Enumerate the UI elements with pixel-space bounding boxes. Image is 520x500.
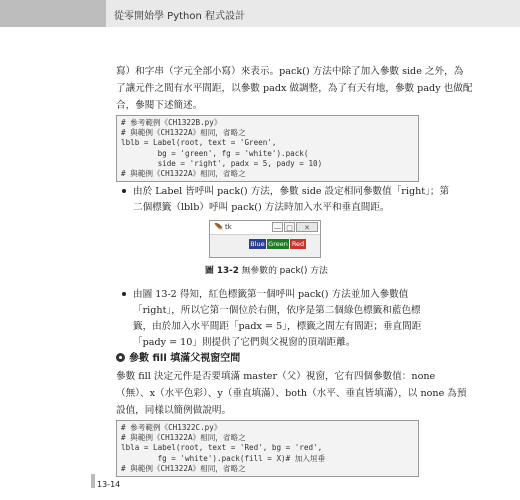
bullet-icon — [122, 189, 126, 193]
tk-window-figure — [209, 220, 321, 258]
section-body-line-3: 設值，同樣以簡例做說明。 — [116, 405, 232, 416]
section-heading — [116, 349, 240, 364]
page-number: 13-14 — [97, 480, 121, 489]
code-block-2 — [116, 420, 419, 477]
red-label: Red — [291, 240, 305, 248]
section-body-line-2: （無）、x（水平色彩）、y（垂直填滿）、both（水平、垂直皆填滿），以 none 為預 — [116, 388, 467, 399]
feather-icon: 🪶 — [214, 223, 224, 232]
close-icon: ✕ — [296, 222, 318, 232]
code-line: fg = 'white').pack(fill = X)# 加入垣垂 — [121, 453, 326, 463]
book-title: 從零開始學 Python 程式設計 — [114, 11, 246, 22]
bullet2-line-2: 「right」，所以它第一個位於右側，依序是第二個綠色標籤和藍色標 — [133, 305, 421, 316]
intro-line-3: 合，參閱下述簡述。 — [116, 100, 203, 111]
header-accent-strip — [0, 0, 106, 27]
running-header — [0, 0, 520, 27]
tk-window-title: tk — [225, 223, 232, 231]
code-block-1 — [116, 115, 419, 182]
code-line: # 參考範例《CH1322C.py》 — [121, 423, 222, 432]
figure-number: 圖 13-2 — [205, 266, 239, 276]
code-line: # 參考範例《CH1322B.py》 — [121, 118, 222, 127]
bullet2-line-1: 由圖 13-2 得知，紅色標籤第一個呼叫 pack() 方法並加入參數值 — [133, 289, 409, 300]
code-line: # 與範例《CH1322A》相同，省略之 — [121, 433, 246, 443]
figure-caption-text: 無參數的 pack() 方法 — [241, 266, 328, 276]
code-line: # 與範例《CH1322A》相同，省略之 — [121, 463, 246, 473]
bullet2-line-3: 籤，由於加入水平間距「padx = 5」，標籤之間左有間距；垂直間距 — [133, 321, 422, 332]
code-line: # 與範例《CH1322A》相同，省略之 — [121, 168, 246, 178]
minimize-icon: — — [274, 224, 281, 232]
green-label: Green — [268, 240, 288, 248]
intro-line-1: 寫）和字串（字元全部小寫）來表示。pack() 方法中除了加入參數 side 之外，為 — [116, 66, 464, 77]
bullet2-line-4: 「pady = 10」則提供了它們與父視窗的頂端距離。 — [133, 337, 356, 348]
code-line: lbla = Label(root, text = 'Red', bg = 'red', — [121, 443, 323, 453]
section-body-line-1: 參數 fill 決定元件是否要填滿 master（父）視窗，它有四個參數值：none — [116, 371, 436, 382]
code-line: side = 'right', padx = 5, pady = 10) — [121, 158, 323, 168]
bullet1-line-2: 二個標籤（lblb）呼叫 pack() 方法時加入水平和垂直間距。 — [133, 202, 390, 213]
blue-label: Blue — [250, 240, 265, 248]
maximize-icon: □ — [284, 222, 295, 232]
section-title: 參數 fill 填滿父視窗空間 — [129, 353, 241, 364]
tk-titlebar — [210, 221, 320, 235]
intro-line-2: 了讓元件之間有水平間距，以參數 padx 做調整，為了有天有地，參數 pady 也做配 — [116, 83, 473, 94]
code-line: bg = 'green', fg = 'white').pack( — [121, 148, 309, 158]
bullet1-line-1: 由於 Label 皆呼叫 pack() 方法，參數 side 設定相同參數值「right」；第 — [133, 186, 450, 197]
section-bullet-icon — [116, 353, 125, 362]
footer-divider — [91, 474, 95, 488]
figure-caption — [205, 263, 328, 276]
code-line: # 與範例《CH1322A》相同，省略之 — [121, 128, 246, 138]
code-line: lblb = Label(root, text = 'Green', — [121, 138, 277, 148]
bullet-icon — [122, 292, 126, 296]
